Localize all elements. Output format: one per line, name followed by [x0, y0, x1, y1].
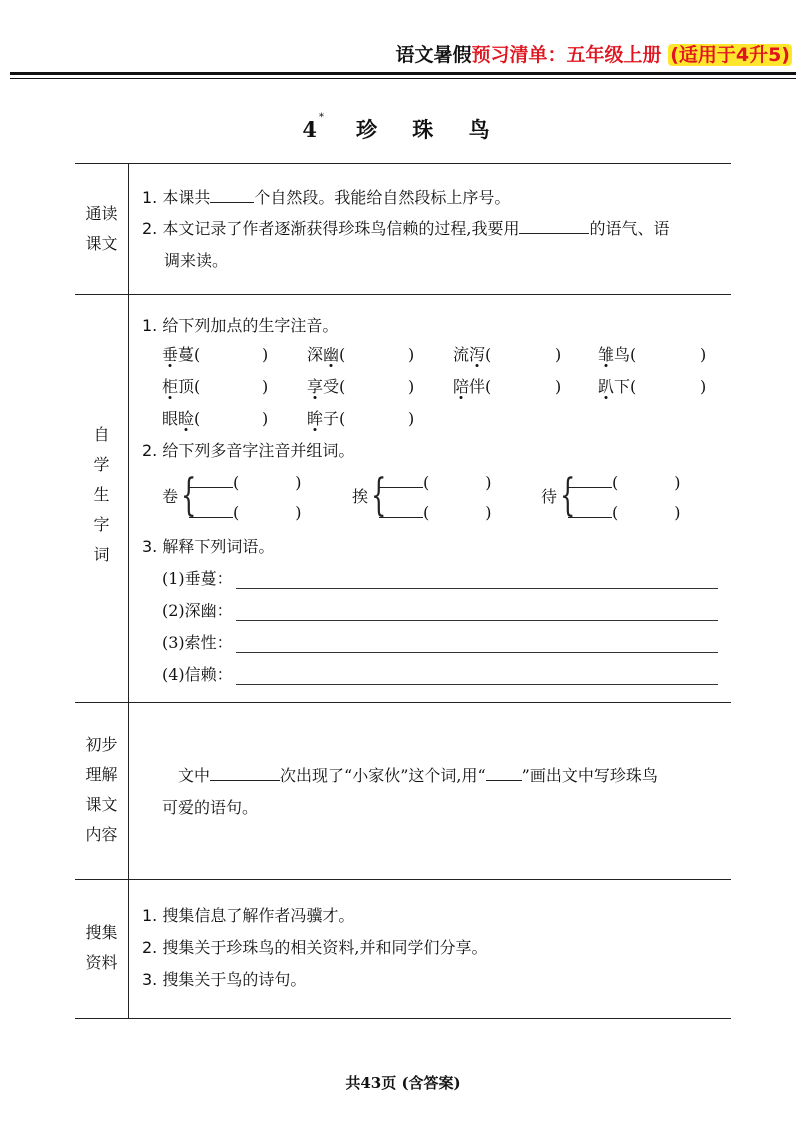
pinyin-answer-close[interactable]: ) [555, 345, 562, 364]
brace-icon: { [371, 470, 387, 521]
s2-question-1: 1. 给下列加点的生字注音。 [142, 316, 339, 335]
s1-item-1: 1. 本课共 个自然段。我能给自然段标上序号。 [142, 183, 510, 213]
pinyin-item: 雏鸟( [598, 345, 637, 364]
dotted-character: 幽 [323, 345, 340, 364]
dotted-character: 睑 [178, 409, 195, 428]
definition-label: (3)索性： [162, 633, 233, 652]
s4-item-3: 3. 搜集关于鸟的诗句。 [142, 970, 307, 989]
polyphone-answer-row[interactable]: ( ) [379, 472, 492, 493]
s4-item-2: 2. 搜集关于珍珠鸟的相关资料,并和同学们分享。 [142, 938, 488, 957]
pinyin-item: 享受( [307, 377, 346, 396]
dotted-character: 眸 [307, 409, 324, 428]
section-label-understand: 初步 理解 课文 内容 [85, 735, 118, 844]
table-line-bottom [75, 1018, 731, 1019]
dotted-character: 垂 [162, 345, 179, 364]
definition-answer-line[interactable] [236, 684, 718, 685]
definition-answer-line[interactable] [236, 588, 718, 589]
polyphone-answer-row[interactable]: ( ) [189, 472, 302, 493]
s3-text-line-2: 可爱的语句。 [162, 798, 259, 817]
pinyin-item: 流泻( [453, 345, 492, 364]
pinyin-item: 垂蔓( [162, 345, 201, 364]
definition-answer-line[interactable] [236, 620, 718, 621]
header-title-part1: 语文暑假 [395, 44, 472, 66]
header-title-part2: 预习清单：五年级上册 [471, 44, 662, 66]
polyphone-char: 待 [541, 487, 558, 506]
s2-question-2: 2. 给下列多音字注音并组词。 [142, 441, 355, 460]
definition-answer-line[interactable] [236, 652, 718, 653]
definition-label: (4)信赖： [162, 665, 233, 684]
section-label-read: 通读 课文 [85, 204, 118, 253]
s1-item-2: 2. 本文记录了作者逐渐获得珍珠鸟信赖的过程,我要用 的语气、语 [142, 214, 669, 244]
polyphone-answer-row[interactable]: ( ) [379, 502, 492, 523]
dotted-character: 雏 [598, 345, 615, 364]
pinyin-answer-close[interactable]: ) [700, 345, 707, 364]
pinyin-answer-close[interactable]: ) [700, 377, 707, 396]
pinyin-item: 陪伴( [453, 377, 492, 396]
brace-icon: { [181, 470, 197, 521]
pinyin-item: 深幽( [307, 345, 346, 364]
s3-text-line-1: 文中 次出现了“小家伙”这个词,用“ ”画出文中写珍珠鸟 [178, 761, 658, 791]
polyphone-answer-row[interactable]: ( ) [189, 502, 302, 523]
header-rule-thin [10, 78, 796, 79]
fill-blank[interactable] [210, 185, 254, 203]
pinyin-answer-close[interactable]: ) [408, 345, 415, 364]
lesson-title [0, 114, 806, 144]
header-title-part3: (适用于4升5) [670, 44, 790, 66]
fill-blank[interactable] [210, 763, 280, 781]
table-column-divider [128, 163, 129, 1019]
pinyin-item: 眸子( [307, 409, 346, 428]
dotted-character: 趴 [598, 377, 615, 396]
s1-item-2-cont: 调来读。 [164, 251, 229, 270]
fill-blank[interactable] [519, 216, 589, 234]
pinyin-item: 柜顶( [162, 377, 201, 396]
fill-blank[interactable] [486, 763, 522, 781]
header-title [396, 40, 792, 67]
table-line-top [75, 163, 731, 164]
dotted-character: 柜 [162, 377, 179, 396]
table-line-2 [75, 702, 731, 703]
dotted-character: 享 [307, 377, 324, 396]
dotted-character: 陪 [453, 377, 470, 396]
pinyin-answer-close[interactable]: ) [555, 377, 562, 396]
brace-icon: { [560, 470, 576, 521]
polyphone-char: 卷 [162, 487, 179, 506]
lesson-mark: * [319, 112, 326, 123]
page-footer: 共43页 (含答案) [345, 1074, 461, 1092]
header-rule-thick [10, 72, 796, 75]
s2-question-3: 3. 解释下列词语。 [142, 537, 275, 556]
pinyin-answer-close[interactable]: ) [262, 377, 269, 396]
polyphone-answer-row[interactable]: ( ) [568, 472, 681, 493]
pinyin-answer-close[interactable]: ) [262, 345, 269, 364]
lesson-number: 4 [302, 117, 319, 142]
table-line-1 [75, 294, 731, 295]
table-line-3 [75, 879, 731, 880]
pinyin-answer-close[interactable]: ) [408, 377, 415, 396]
polyphone-char: 挨 [352, 487, 369, 506]
s4-item-1: 1. 搜集信息了解作者冯骥才。 [142, 906, 355, 925]
polyphone-answer-row[interactable]: ( ) [568, 502, 681, 523]
pinyin-answer-close[interactable]: ) [262, 409, 269, 428]
section-label-collect: 搜集 资料 [85, 923, 118, 972]
pinyin-item: 趴下( [598, 377, 637, 396]
pinyin-item: 眼睑( [162, 409, 201, 428]
definition-label: (2)深幽： [162, 601, 233, 620]
dotted-character: 泻 [469, 345, 486, 364]
lesson-name: 珍 珠 鸟 [356, 117, 504, 142]
definition-label: (1)垂蔓： [162, 569, 233, 588]
section-label-self-study: 自 学 生 字 词 [93, 425, 110, 564]
pinyin-answer-close[interactable]: ) [408, 409, 415, 428]
